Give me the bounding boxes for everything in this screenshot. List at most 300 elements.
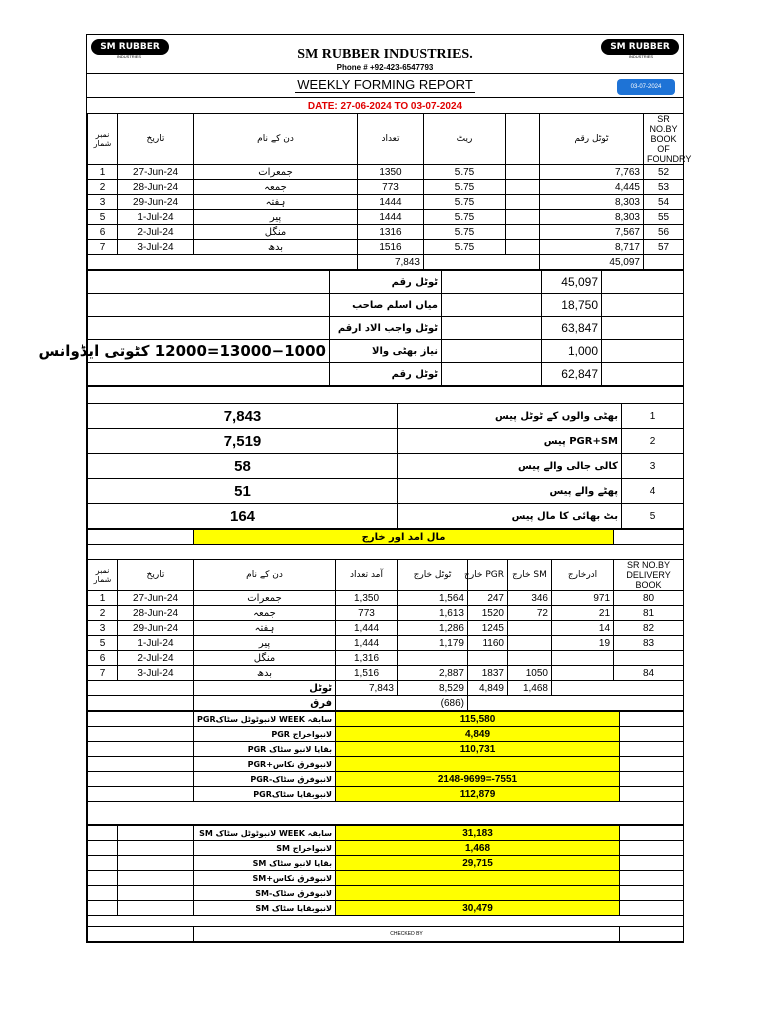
total-cell: 8,303 (540, 195, 644, 210)
inout-rows (88, 591, 684, 681)
qty-cell: 1316 (358, 225, 424, 240)
total-cell: 7,763 (540, 165, 644, 180)
blank-cell (644, 255, 684, 270)
sr-cell: 7 (88, 666, 118, 681)
total-cell: 8,717 (540, 240, 644, 255)
blank-cell (620, 886, 684, 901)
day-cell: ہفتہ (194, 621, 336, 636)
checked-by: CHECKED BY (194, 927, 620, 942)
inout-row (88, 651, 684, 666)
sm-stock-row (88, 856, 684, 871)
blank-cell (88, 681, 194, 696)
inout-row (88, 666, 684, 681)
inout-title: مال امد اور خارج (194, 530, 614, 545)
adr-cell: 19 (552, 636, 614, 651)
inout-row (88, 606, 684, 621)
out-cell: 2,887 (398, 666, 468, 681)
rate-cell: 5.75 (424, 225, 506, 240)
day-cell: جمعہ (194, 606, 336, 621)
day-cell: منگل (194, 651, 336, 666)
adr-cell: 14 (552, 621, 614, 636)
pgr-cell: 1837 (468, 666, 508, 681)
col-rate: ریٹ (424, 114, 506, 165)
blank-cell (118, 841, 194, 856)
forming-row (88, 165, 684, 180)
adr-cell: 971 (552, 591, 614, 606)
book-cell: 56 (644, 225, 684, 240)
blank-cell (88, 841, 118, 856)
summary-table (38, 270, 684, 386)
rate-cell: 5.75 (424, 165, 506, 180)
blank-cell (88, 545, 684, 560)
sm-cell: 1050 (508, 666, 552, 681)
sm-stock-row (88, 841, 684, 856)
blank-cell (620, 871, 684, 886)
col-out: ٹوٹل خارج (398, 560, 468, 591)
col-sr: نمبر شمار (88, 560, 118, 591)
blank-cell (88, 712, 194, 727)
summary-row (88, 317, 684, 340)
pieces-row (88, 429, 684, 454)
sm-stock-value (336, 871, 620, 886)
pieces-row (88, 404, 684, 429)
pgr-stock-row (88, 712, 684, 727)
rate-cell: 5.75 (424, 195, 506, 210)
summary-row (88, 271, 684, 294)
pgr-stock-value: 2148-9699=-7551 (336, 772, 620, 787)
date-cell: 1-Jul-24 (118, 636, 194, 651)
blank-cell (620, 901, 684, 916)
pgr-stock-row (88, 757, 684, 772)
blank-cell (442, 294, 542, 317)
forming-row (88, 210, 684, 225)
sm-stock-label: سابقہ WEEK لانبوٹوٹل سٹاک SM (194, 826, 336, 841)
sr-cell: 3 (88, 621, 118, 636)
summary-row (88, 363, 684, 386)
pieces-label: بھٹی والوں کے ٹوٹل پیس (398, 404, 622, 429)
date-cell: 2-Jul-24 (118, 651, 194, 666)
summary-value: 1,000 (542, 340, 602, 363)
blank-cell (620, 712, 684, 727)
qty-cell: 1350 (358, 165, 424, 180)
blank-cell (88, 317, 330, 340)
blank-cell (88, 856, 118, 871)
blank-cell (88, 886, 118, 901)
day-cell: جمعہ (194, 180, 358, 195)
total-in: 7,843 (336, 681, 398, 696)
delivery-book-cell: 82 (614, 621, 684, 636)
summary-label: ٹوٹل رقم (330, 271, 442, 294)
book-cell: 52 (644, 165, 684, 180)
blank-cell (88, 916, 684, 927)
blank-cell (88, 757, 194, 772)
delivery-book-cell (614, 651, 684, 666)
sm-cell (508, 621, 552, 636)
book-cell: 54 (644, 195, 684, 210)
sm-stock-value: 29,715 (336, 856, 620, 871)
pgr-stock-label: سابقہ WEEK لانبوٹوٹل سٹاکPGR (194, 712, 336, 727)
qty-total: 7,843 (358, 255, 424, 270)
total-out: 8,529 (398, 681, 468, 696)
sm-cell (508, 651, 552, 666)
summary-row (88, 294, 684, 317)
summary-label: ٹوٹل رقم (330, 363, 442, 386)
sr-cell: 5 (88, 210, 118, 225)
blank-cell (88, 294, 330, 317)
blank-cell (88, 927, 194, 942)
spacer-row (88, 802, 684, 825)
spacer-row (88, 387, 684, 404)
blank-cell (118, 856, 194, 871)
report-page (38, 34, 692, 943)
pieces-table (87, 386, 684, 529)
date-cell: 28-Jun-24 (118, 606, 194, 621)
blank-cell (602, 363, 684, 386)
pieces-rows (88, 404, 684, 529)
summary-value: 18,750 (542, 294, 602, 317)
pgr-cell (468, 651, 508, 666)
sm-stock-value: 1,468 (336, 841, 620, 856)
in-cell: 1,444 (336, 636, 398, 651)
sm-stock-row (88, 826, 684, 841)
blank-cell (442, 271, 542, 294)
delivery-book-cell: 84 (614, 666, 684, 681)
pgr-stock-label: لانبوفرق نکاس+PGR (194, 757, 336, 772)
blank-cell (442, 363, 542, 386)
col-qty: تعداد (358, 114, 424, 165)
sm-stock-label: لانبواخراج SM (194, 841, 336, 856)
day-cell: منگل (194, 225, 358, 240)
sm-stock-rows (88, 826, 684, 916)
pieces-sr: 5 (622, 504, 684, 529)
col-day: دن کے نام (194, 114, 358, 165)
blank-cell (88, 696, 194, 711)
summary-value: 63,847 (542, 317, 602, 340)
col-book: SR NO.BY BOOK OF FOUNDRY (644, 114, 684, 165)
total-cell: 7,567 (540, 225, 644, 240)
blank-cell (620, 856, 684, 871)
blank-cell (602, 317, 684, 340)
sm-stock-value: 31,183 (336, 826, 620, 841)
summary-label: نیاز بھٹی والا (330, 340, 442, 363)
blank-cell (620, 787, 684, 802)
pieces-label: PGR+SM پیس (398, 429, 622, 454)
summary-rows (38, 271, 684, 386)
sm-stock-label: لانبوبقایا سٹاک SM (194, 901, 336, 916)
pgr-stock-value: 4,849 (336, 727, 620, 742)
date-cell: 2-Jul-24 (118, 225, 194, 240)
pgr-stock-value: 112,879 (336, 787, 620, 802)
total-pgr: 4,849 (468, 681, 508, 696)
col-in: آمد تعداد (336, 560, 398, 591)
summary-row (88, 340, 684, 363)
in-cell: 1,350 (336, 591, 398, 606)
sm-stock-label: بقایا لانبو سٹاک SM (194, 856, 336, 871)
out-cell: 1,564 (398, 591, 468, 606)
delivery-book-cell: 80 (614, 591, 684, 606)
blank-cell (620, 927, 684, 942)
blank-cell (506, 210, 540, 225)
report-header (87, 35, 683, 139)
sm-stock-row (88, 901, 684, 916)
day-cell: بدھ (194, 666, 336, 681)
blank-cell (118, 871, 194, 886)
divider (87, 113, 683, 114)
blank-cell (506, 165, 540, 180)
checked-by-row (88, 927, 684, 942)
report-title-text: WEEKLY FORMING REPORT (297, 77, 473, 92)
blank-cell (88, 255, 358, 270)
sr-cell: 2 (88, 606, 118, 621)
delivery-book-cell: 81 (614, 606, 684, 621)
phone-number: Phone # +92-423-6547793 (336, 63, 434, 72)
sr-cell: 6 (88, 225, 118, 240)
pieces-label: بٹ بھائی کا مال پیس (398, 504, 622, 529)
rate-cell: 5.75 (424, 210, 506, 225)
out-cell (398, 651, 468, 666)
col-date: تاریخ (118, 560, 194, 591)
out-cell: 1,179 (398, 636, 468, 651)
summary-value: 62,847 (542, 363, 602, 386)
blank-cell (442, 317, 542, 340)
blank-cell (620, 757, 684, 772)
pieces-row (88, 454, 684, 479)
col-sm: SM خارج (508, 560, 552, 591)
pgr-stock-label: لانبوبقایا سٹاکPGR (194, 787, 336, 802)
qty-cell: 773 (358, 180, 424, 195)
pieces-sr: 2 (622, 429, 684, 454)
blank-cell (506, 195, 540, 210)
forming-row (88, 180, 684, 195)
blank-cell (620, 742, 684, 757)
divider (87, 73, 683, 74)
diff-value: (686) (336, 696, 468, 711)
col-date: تاریخ (118, 114, 194, 165)
sr-cell: 1 (88, 591, 118, 606)
blank-cell (602, 271, 684, 294)
spacer-row (88, 916, 684, 927)
inout-table (87, 529, 684, 711)
divider (87, 97, 683, 98)
date-cell: 29-Jun-24 (118, 621, 194, 636)
inout-row (88, 621, 684, 636)
pgr-stock-label: لانبواخراج PGR (194, 727, 336, 742)
qty-cell: 1444 (358, 195, 424, 210)
out-cell: 1,613 (398, 606, 468, 621)
blank-cell (88, 363, 330, 386)
adr-cell (552, 651, 614, 666)
sm-cell (508, 636, 552, 651)
forming-row (88, 240, 684, 255)
blank-cell (614, 530, 684, 545)
blank-cell (602, 340, 684, 363)
sm-stock-table (87, 825, 684, 942)
date-cell: 1-Jul-24 (118, 210, 194, 225)
day-cell: بدھ (194, 240, 358, 255)
blank-cell (88, 901, 118, 916)
diff-label: فرق (194, 696, 336, 711)
blank-cell (118, 826, 194, 841)
blank-cell (424, 255, 540, 270)
pgr-stock-rows (88, 712, 684, 802)
col-day: دن کے نام (194, 560, 336, 591)
pgr-stock-label: بقایا لانبو سٹاک PGR (194, 742, 336, 757)
book-cell: 57 (644, 240, 684, 255)
day-cell: پیر (194, 636, 336, 651)
date-cell: 28-Jun-24 (118, 180, 194, 195)
blank-cell (620, 841, 684, 856)
day-cell: ہفتہ (194, 195, 358, 210)
adr-cell: 21 (552, 606, 614, 621)
logo-right: SM RUBBER (601, 39, 679, 55)
blank-cell (88, 772, 194, 787)
pgr-stock-value: 110,731 (336, 742, 620, 757)
spacer-row (88, 545, 684, 560)
inout-diff-row (88, 696, 684, 711)
pieces-row (88, 479, 684, 504)
pgr-cell: 247 (468, 591, 508, 606)
pgr-stock-value: 115,580 (336, 712, 620, 727)
sm-stock-label: لانبوفرق سٹاک-SM (194, 886, 336, 901)
day-cell: پیر (194, 210, 358, 225)
sr-cell: 7 (88, 240, 118, 255)
pgr-stock-row (88, 772, 684, 787)
sm-stock-label: لانبوفرق نکاس+SM (194, 871, 336, 886)
blank-cell (88, 826, 118, 841)
pgr-stock-row (88, 742, 684, 757)
out-cell: 1,286 (398, 621, 468, 636)
sm-stock-value (336, 886, 620, 901)
pieces-label: کالی جالی والے پیس (398, 454, 622, 479)
forming-rows (88, 165, 684, 255)
pgr-cell: 1520 (468, 606, 508, 621)
date-cell: 3-Jul-24 (118, 240, 194, 255)
blank-cell (506, 240, 540, 255)
total-sm: 1,468 (508, 681, 552, 696)
amount-total: 45,097 (540, 255, 644, 270)
blank-cell (118, 886, 194, 901)
inout-total-row (88, 681, 684, 696)
summary-label: ٹوٹل واجب الاد ارقم (330, 317, 442, 340)
sm-cell: 72 (508, 606, 552, 621)
date-badge: 03-07-2024 (617, 79, 675, 95)
book-cell: 53 (644, 180, 684, 195)
col-pgr: PGR خارج (468, 560, 508, 591)
day-cell: جمعرات (194, 591, 336, 606)
advance-note: 13000−1000=12000 کٹوتی ایڈوانس (88, 340, 330, 363)
date-cell: 27-Jun-24 (118, 165, 194, 180)
pgr-stock-row (88, 727, 684, 742)
blank-cell (88, 742, 194, 757)
sr-cell: 5 (88, 636, 118, 651)
qty-cell: 1444 (358, 210, 424, 225)
logo-left-sub: INDUSTRIES (116, 54, 142, 59)
pgr-cell: 1245 (468, 621, 508, 636)
rate-cell: 5.75 (424, 240, 506, 255)
pieces-value: 51 (88, 479, 398, 504)
blank-cell (468, 696, 684, 711)
sr-cell: 3 (88, 195, 118, 210)
blank-cell (620, 826, 684, 841)
forming-total-row (88, 255, 684, 270)
pieces-value: 58 (88, 454, 398, 479)
in-cell: 1,316 (336, 651, 398, 666)
blank-cell (442, 340, 542, 363)
sm-stock-value: 30,479 (336, 901, 620, 916)
sr-cell: 6 (88, 651, 118, 666)
date-cell: 3-Jul-24 (118, 666, 194, 681)
in-cell: 773 (336, 606, 398, 621)
sm-cell: 346 (508, 591, 552, 606)
col-adr: ادرخارج (552, 560, 614, 591)
summary-label: میاں اسلم صاحب (330, 294, 442, 317)
logo-left: SM RUBBER (91, 39, 169, 55)
col-total: ٹوٹل رقم (540, 114, 644, 165)
blank-cell (506, 225, 540, 240)
total-cell: 4,445 (540, 180, 644, 195)
inout-row (88, 636, 684, 651)
in-cell: 1,444 (336, 621, 398, 636)
blank-cell (88, 271, 330, 294)
in-cell: 1,516 (336, 666, 398, 681)
date-cell: 27-Jun-24 (118, 591, 194, 606)
blank-cell (620, 772, 684, 787)
pieces-sr: 4 (622, 479, 684, 504)
blank-cell (552, 681, 684, 696)
blank-cell (88, 530, 194, 545)
blank-cell (88, 787, 194, 802)
forming-row (88, 225, 684, 240)
total-cell: 8,303 (540, 210, 644, 225)
sr-cell: 1 (88, 165, 118, 180)
summary-value: 45,097 (542, 271, 602, 294)
delivery-book-cell: 83 (614, 636, 684, 651)
sr-cell: 2 (88, 180, 118, 195)
book-cell: 55 (644, 210, 684, 225)
col-delivery-book: SR NO.BY DELIVERY BOOK (614, 560, 684, 591)
pieces-sr: 1 (622, 404, 684, 429)
sm-stock-row (88, 871, 684, 886)
blank-cell (88, 387, 684, 404)
total-label: ٹوٹل (194, 681, 336, 696)
blank-cell (620, 727, 684, 742)
logo-right-sub: INDUSTRIES (628, 54, 654, 59)
pgr-stock-value (336, 757, 620, 772)
pieces-value: 7,519 (88, 429, 398, 454)
blank-cell (506, 180, 540, 195)
pieces-value: 7,843 (88, 404, 398, 429)
inout-row (88, 591, 684, 606)
blank-cell (88, 802, 684, 825)
sm-stock-row (88, 886, 684, 901)
inout-title-row (88, 530, 684, 545)
blank-cell (602, 294, 684, 317)
day-cell: جمعرات (194, 165, 358, 180)
company-name: SM RUBBER INDUSTRIES. (297, 47, 473, 62)
blank-cell (88, 871, 118, 886)
pgr-stock-row (88, 787, 684, 802)
col-sr: نمبر شمار (88, 114, 118, 165)
pgr-stock-table (87, 711, 684, 825)
blank-cell (118, 901, 194, 916)
forming-row (88, 195, 684, 210)
report-title (87, 77, 683, 92)
blank-cell (88, 727, 194, 742)
pieces-label: پھٹے والے پیس (398, 479, 622, 504)
inout-header-row (88, 560, 684, 591)
pieces-row (88, 504, 684, 529)
adr-cell (552, 666, 614, 681)
